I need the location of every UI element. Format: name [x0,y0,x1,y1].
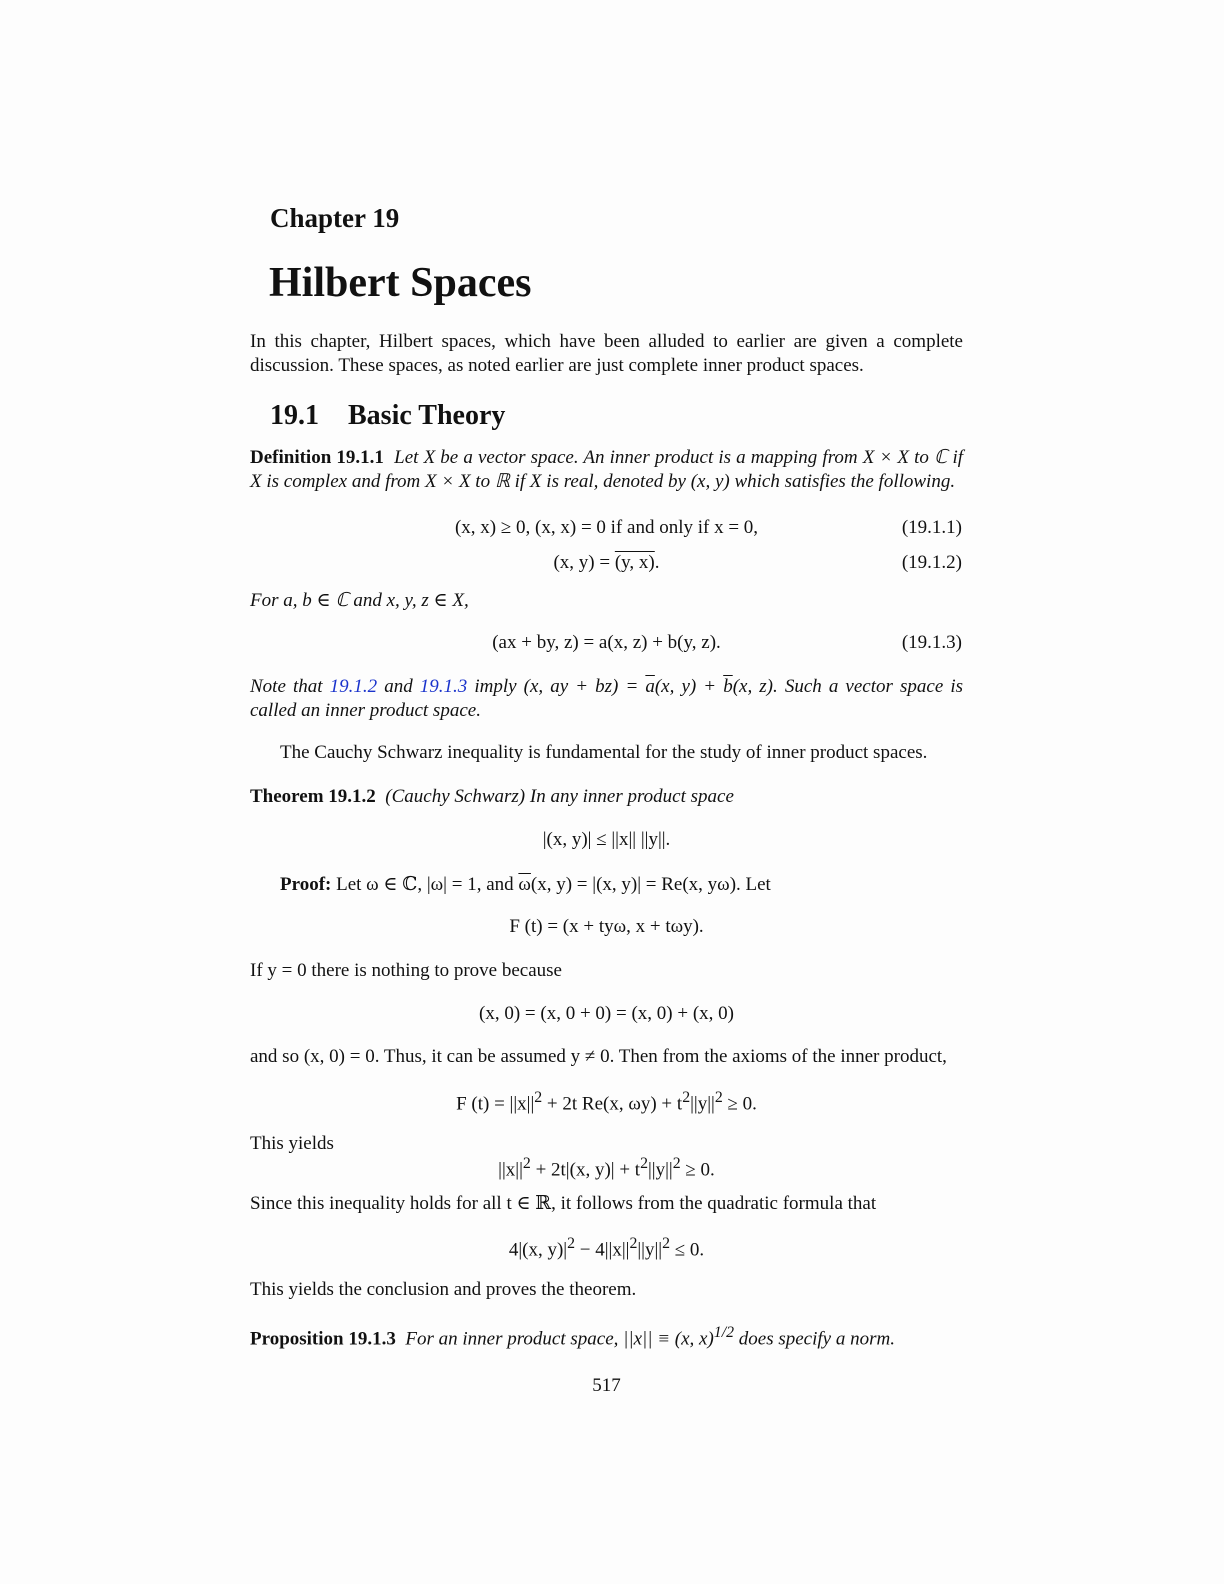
eqd-p4: ≤ 0. [670,1239,705,1261]
eqq-p1: ||x|| [498,1159,523,1181]
equation-number-3: (19.1.3) [901,632,962,653]
note-pre: Note that [250,676,330,697]
proposition-sup: 1/2 [713,1324,735,1341]
proposition-text1: For an inner product space, ||x|| ≡ (x, x) [405,1328,714,1350]
note-post2: (x, y) + [654,676,724,697]
eqd-p3: ||y|| [637,1239,663,1261]
proof-omega-bar: $\overline{\omega}$ [518,874,531,895]
note-post1: imply (x, ay + bz) = [467,676,646,697]
chapter-label: Chapter 19 [270,203,400,233]
equation-discriminant [250,1235,963,1261]
cauchy-intro: The Cauchy Schwarz inequality is fundamental for the study of inner product spaces. [280,742,928,763]
eqF2-sup1: 2 [534,1089,543,1106]
proof-pre: Let ω ∈ ℂ, |ω| = 1, and [331,874,519,895]
proposition [250,1324,895,1350]
eqF2-p1: F (t) = ||x|| [456,1093,535,1115]
theorem-equation: |(x, y)| ≤ ||x|| ||y||. [542,829,671,850]
eq2-conjugate: (y, x) [614,552,655,573]
note-post3: (x, z). Such a vector space is called an inner product space. [250,676,964,721]
for-line: For a, b ∈ ℂ and x, y, z ∈ X, [250,590,469,611]
equation-quadratic [250,1155,963,1181]
theorem-text: (Cauchy Schwarz) In any inner product space [385,786,734,807]
page-number: 517 [592,1375,621,1396]
eqF2-p2: + 2t Re(x, ωy) + t [542,1093,683,1115]
proof-label: Proof: [280,874,332,895]
eqF2-p3: ||y|| [690,1093,715,1115]
eqq-p2: + 2t|(x, y)| + t [530,1159,641,1181]
this-yields: This yields [250,1133,334,1154]
definition-label: Definition 19.1.1 [250,447,384,468]
equation-F2 [250,1089,963,1115]
eqd-sup1: 2 [567,1235,575,1252]
eqF2-sup3: 2 [714,1089,723,1106]
theorem-label: Theorem 19.1.2 [250,786,376,807]
section-number: 19.1 [270,400,319,431]
proof-line [280,873,771,896]
equation-19-1-2 [250,552,963,574]
note-b-bar: $\overline{b}$ [723,676,733,697]
eqq-sup3: 2 [672,1155,681,1172]
conclusion-line: This yields the conclusion and proves the theorem. [250,1279,637,1300]
and-so-line: and so (x, 0) = 0. Thus, it can be assumed y ≠ 0. Then from the axioms of the inner product, [250,1046,947,1067]
proposition-label: Proposition 19.1.3 [250,1328,396,1350]
equation-19-1-1: (x, x) ≥ 0, (x, x) = 0 if and only if x = 0, [454,517,759,538]
eqF2-sup2: 2 [682,1089,691,1106]
eq2-left: (x, y) = [553,552,615,573]
eqd-p2: − 4||x|| [575,1239,630,1261]
equation-number-2: (19.1.2) [901,552,962,573]
ref-link-19-1-2[interactable]: 19.1.2 [329,676,378,697]
section-heading [270,400,505,432]
theorem [250,786,734,808]
eq2-end: . [654,552,660,573]
equation-F: F (t) = (x + tyω, x + tωy). [509,916,704,937]
eqq-sup1: 2 [522,1155,531,1172]
eqd-p1: 4|(x, y)| [508,1239,568,1261]
chapter-title: Hilbert Spaces [269,260,532,306]
section-title: Basic Theory [348,400,506,431]
since-line: Since this inequality holds for all t ∈ ℝ, it follows from the quadratic formula that [250,1193,877,1214]
eqF2-p4: ≥ 0. [722,1093,757,1115]
eqq-p3: ||y|| [647,1159,673,1181]
definition-text: Let X be a vector space. An inner product is a mapping from X × X to ℂ if X is complex and from X × X to ℝ if X is real, denoted by (x, y) which satisfies the following. [250,447,964,492]
equation-19-1-3: (ax + by, z) = a(x, z) + b(y, z). [492,632,721,653]
eqd-sup3: 2 [662,1235,670,1252]
proposition-text2: does specify a norm. [734,1328,895,1350]
intro-paragraph: In this chapter, Hilbert spaces, which have been alluded to earlier are given a complete discussion. These spaces, as noted earlier are just complete inner product spaces. [250,331,963,376]
note-a-bar: $\overline{a}$ [645,676,655,697]
note-mid: and [377,676,420,697]
equation-number-1: (19.1.1) [901,517,962,538]
if-y-zero: If y = 0 there is nothing to prove because [250,960,562,981]
proof-post: (x, y) = |(x, y)| = Re(x, yω). Let [530,874,771,895]
definition [250,446,963,494]
note-paragraph [250,675,963,723]
ref-link-19-1-3[interactable]: 19.1.3 [419,676,468,697]
eqq-p4: ≥ 0. [680,1159,715,1181]
equation-x0: (x, 0) = (x, 0 + 0) = (x, 0) + (x, 0) [479,1003,734,1024]
eqq-sup2: 2 [640,1155,648,1172]
eqd-sup2: 2 [629,1235,638,1252]
